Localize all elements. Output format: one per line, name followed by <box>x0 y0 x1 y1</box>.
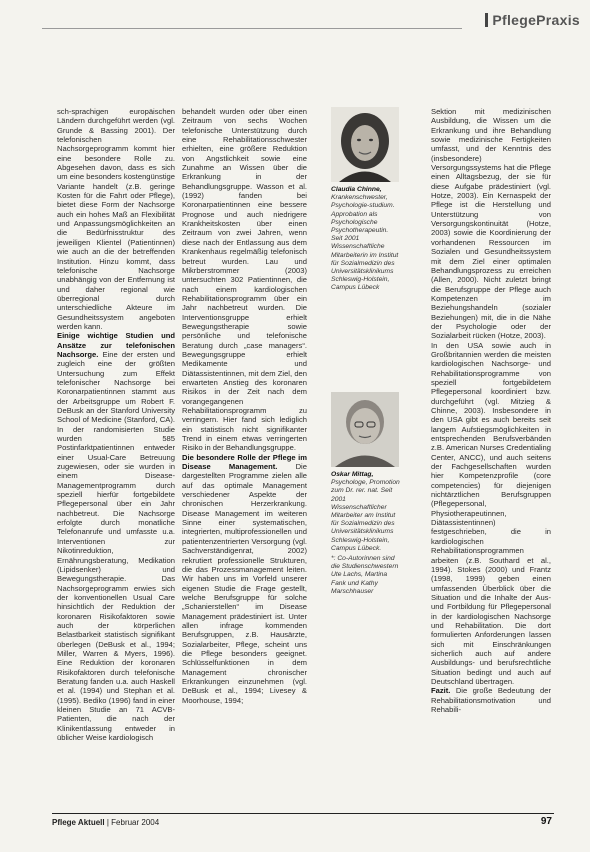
issue-date: Februar 2004 <box>111 818 160 827</box>
text-column-4 <box>431 107 551 714</box>
author-photo-mittag <box>331 392 399 467</box>
paragraph-text: Eine der ersten und zugleich eine der größten Untersuchung zum Effekt telefonischer Nachsorge bei Koronarpatientinnen stammt aus der Arbeitsgruppe um Robert F. DeBusk an der Stanford University School of Medicine (Stanford, CA). In der randomisierten Studie wurden 585 Postinfarktpatientinnen entweder einer Usual-Care Betreuung zugewiesen, oder sie wurden in einem Disease-Managementprogramm durch speziell hierfür fortgebildete Pflegepersonal über ein Jahr nachbetreut. Die Nachsorge erfolgte durch monatliche Telefonanrufe und umfasste u.a. Interventionen zur Nikotinreduktion, Ernährungsberatung, Medikation (Lipidsenker) und Bewegungstherapie. Das Nachsorgeprogramm erwies sich der konventionellen Usual Care hinsichtlich der Reduktion der koronaren Risikofaktoren sowie auch der körperlichen Belastbarkeit statistisch signifikant überlegen (DeBusk et al., 1994; Miller, Warren & Myers, 1996). Eine Reduktion der koronaren Risikofaktoren durch telefonische Beratung fanden u.a. auch Haskell et al. (1994) und Stephan et al. (1995). Bediko (1996) fand in einer kleinen Studie an 71 ACVB-Patienten, die nach der Klinikentlassung entweder in üblicher Weise kardiologisch <box>57 349 175 743</box>
footer-rule <box>52 813 554 814</box>
page-number: 97 <box>540 816 552 827</box>
page-header <box>0 10 590 28</box>
paragraph <box>57 331 175 742</box>
author-bio: Krankenschwester, Psychologie-studium. Approbation als Psychologische Psychotherapeutin. Seit 2001 Wissenschaftliche Mitarbeiterin im Institut für Sozialmedizin des Universitätsklinikums Schleswig-Holstein, Campus Lübeck <box>331 194 399 292</box>
subheading: Fazit. <box>431 686 451 696</box>
author-name: Oskar Mittag, <box>331 471 374 478</box>
author-caption-mittag <box>331 471 401 596</box>
text-column-1 <box>57 107 175 742</box>
author-name: Claudia Chinne, <box>331 186 382 193</box>
coauthor-note: *: Co-Autorinnen sind die Studienschwestern Ute Lachs, Martina Fank und Kathy Marschhauser <box>331 555 399 595</box>
text-column-2 <box>182 107 307 705</box>
paragraph <box>182 453 307 705</box>
author-caption-chinne <box>331 186 401 293</box>
paragraph: behandelt wurden oder über einen Zeitraum von sechs Wochen telefonische Unterstützung durch eine Rehabilitationsschwester erhielten, eine größere Reduktion von Angstlichkeit sowie eine Zunahme an Wissen über die Erkrankung in der Behandlungsgruppe. Wasson et al. (1992) fanden bei Koronarpatientinnen eine bessere Prognose und auch niedrigere Krankheitskosten über einen Zeitraum von zwei Jahren, wenn diese nach der Entlassung aus dem Krankenhaus regelmäßig telefonisch betreut wurden. Lau und Mikrberstrommer (2003) untersuchten 302 Patientinnen, die nach einem kardiologischen Rehabilitationsprogramm über ein Jahr nachbetreut wurden. Die Interventionsgruppe erhielt Bewegungstherapie sowie persönliche und telefonische Beratung durch „case managers“. Bewegungsgruppe erhielt Medikamente und Diätassistentinnen, mit dem Ziel, den erwarteten Anstieg des koronaren Risikos in der Zeit nach dem vorangegangenen Rehabilitationsprogramm zu verringern. Hier fand sich lediglich ein statistisch nicht signifikanter Trend in einem etwas verringerten Risiko in der Behandlungsgruppe. <box>182 107 307 453</box>
paragraph-text: Die dargestellten Programme zielen alle auf das optimale Management verschiedener Aspekte der chronischen Herzerkrankung. Disease Management im weiteren Sinne einer systematischen, integrierten, multiprofessionellen und patientenzentrierten Versorgung (vgl. Sachverständigenrat, 2002) rekrutiert professionelle Strukturen, die das Prozessmanagement leiten. Wir haben uns im Vorfeld unserer eigenen Studie die Frage gestellt, welche Berufsgruppe für solche „Schanierstellen“ im Disease Management prädestiniert ist. Unter allen infrage kommenden Berufsgruppen, z.B. Hausärzte, Sozialarbeiter, Pflege, scheint uns die Pflege besonders geeignet. Schlüsselfunktionen in dem Management chronischer Erkrankungen einzunehmen (vgl. DeBusk et al., 1994; Livesey & Moorhouse, 1994; <box>182 462 307 705</box>
author-bio: Psychologe, Promotion zum Dr. rer. nat. Seit 2001 Wissenschaftlicher Mitarbeiter am Institut für Sozialmedizin des Universitätsklinikums Schleswig-Holstein, Campus Lübeck. <box>331 479 400 552</box>
paragraph: In den USA sowie auch in Großbritannien werden die meisten kardiologischen Nachsorge- und Rehabilitationsprogramme von speziell fortgebildetem Pflegepersonal koordiniert bzw. durchgeführt (vgl. Mitzieg & Chinne, 2003). Insbesondere in den USA gibt es auch bereits seit langem Aufstiegsmöglichkeiten in entsprechenden Berufsverbänden z.B. American Nurses Credentialing Center, ANCC), und auch seitens der Fachgesellschaften wurden hier Kompetenzprofile (core competencies) für diejenigen nichtärztlichen Berufsgruppen (Pflegepersonal, Physiotherapeutinnen, Diätassistentinnen) festgeschrieben, die in kardiologischen Rehabilitationsprogrammen arbeiten (z.B. Southard et al., 1994). Stokes (2000) und Frantz (1998, 1999) geben einen umfassenden Überblick über die Situation und die Inhalte der Aus- und Fortbildung für Pflegepersonal in der kardiologischen Nachsorge und Rehabilitation. Die dort formulierten Anforderungen lassen sich mit Einschränkungen sicherlich auch auf andere Ausbildungs- und berufsrechtliche Situation bedingt und auch auf Deutschland übertragen. <box>431 340 551 686</box>
paragraph-text: Die große Bedeutung der Rehabilitationsmotivation und Rehabili- <box>431 686 551 714</box>
journal-name: Pflege Aktuell <box>52 818 105 827</box>
title-bar-mark <box>485 13 488 27</box>
section-title <box>485 12 580 28</box>
paragraph: Sektion mit medizinischen Ausbildung, die Wissen um die Erkrankung und ihre Behandlung sowie medizinische Fertigkeiten umfasst, und der Kenntnis des (insbesondere) Versorgungssystems hat die Pflege einen Alltagsbezug, der sie für diese Aufgabe prädestiniert (vgl. Hotze, 2003). Ein Kernaspekt der Pflege ist die Herstellung und Unterstützung von Versorgungskontinuität (Hotze, 2003) sowie die Koordinierung der vorhandenen Ressourcen im Sozialen und Gesundheitssystem mit dem Ziel einer optimalen Behandlungsprozess zu erreichen (Allen, 2000). Nicht zuletzt bringt die Berufsgruppe der Pflege auch Kompetenzen im Beziehungshandeln (sozialer Beziehungen) mit, die in die Nähe der Psychologie oder der Sozialarbeit rücken (Hotze, 2003). <box>431 107 551 341</box>
section-title-text: PflegePraxis <box>492 12 580 28</box>
header-rule <box>42 28 462 29</box>
subheading: Die besondere Rolle der Pflege im Disease Management. <box>182 452 307 472</box>
paragraph: sch-sprachigen europäischen Ländern durchgeführt werden (vgl. Grunde & Bassing 2001). Der telefonischen Nachsorgeprogramm kommt hier eine besondere Rolle zu. Abgesehen davon, dass es sich um eine besonders kostengünstige Variante handelt (z.B. geringe Kosten für die Fahrt oder Pflege), bietet diese Form der Nachsorge auch ein hohes Maß an Flexibilität und Anpassungsmöglichkeiten an die Bedürfnisstruktur des jeweiligen Klientel (Patientinnen) wie auch an die der betreffenden Institution. Hinzu kommt, dass telefonische Nachsorge unabhängig von der Entfernung ist und daher regional wie überregional durch unterschiedliche Akteure im Gesundheitssystem angeboten werden kann. <box>57 107 175 331</box>
subheading: Einige wichtige Studien und Ansätze zur telefonischen Nachsorge. <box>57 331 175 359</box>
paragraph <box>431 686 551 714</box>
footer-separator: | <box>106 818 109 827</box>
author-photo-chinne <box>331 107 399 182</box>
footer-journal <box>52 818 159 827</box>
